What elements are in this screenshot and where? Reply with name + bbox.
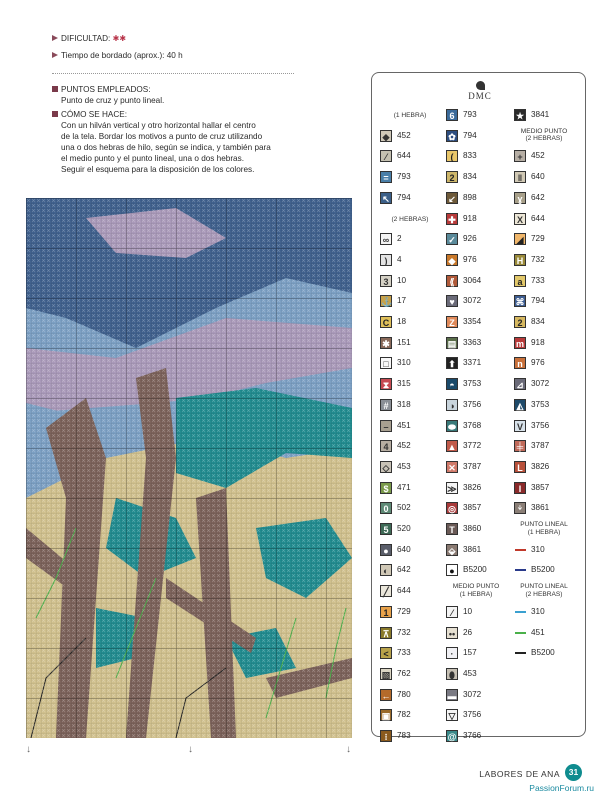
- legend-line-item: [514, 562, 578, 578]
- legend-item: [446, 231, 510, 247]
- legend-item: [380, 666, 444, 682]
- symbol-swatch-icon: Z: [446, 316, 458, 328]
- legend-item: [446, 645, 510, 661]
- legend-item: [514, 418, 578, 434]
- symbol-swatch-icon: 5: [380, 523, 392, 535]
- thread-code: 3756: [463, 710, 482, 720]
- legend-item: [514, 293, 578, 309]
- symbol-swatch-icon: ╪: [514, 440, 526, 452]
- symbol-swatch-icon: ●: [446, 564, 458, 576]
- symbol-swatch-icon: ⬬: [446, 420, 458, 432]
- arrow-down-icon: ↓: [346, 744, 351, 755]
- symbol-swatch-icon: H: [514, 254, 526, 266]
- symbol-swatch-icon: ✕: [446, 461, 458, 473]
- symbol-swatch-icon: ★: [515, 111, 525, 121]
- legend-item: [514, 500, 578, 516]
- instructions-line-4: el medio punto y el punto lineal, una o dos hebras.: [61, 154, 244, 163]
- legend-item: [446, 148, 510, 164]
- symbol-swatch-icon: ⟪: [446, 275, 458, 287]
- symbol-swatch-icon: ✚: [446, 213, 458, 225]
- symbol-swatch-icon: 2: [514, 316, 526, 328]
- watermark: PassionForum.ru: [529, 783, 594, 793]
- symbol-swatch-icon: ╱: [380, 585, 392, 597]
- dmc-logo: [452, 81, 508, 101]
- symbol-swatch-icon: ▬: [447, 690, 457, 701]
- thread-code: 452: [397, 130, 411, 140]
- thread-code: 794: [397, 192, 411, 202]
- legend-item: [446, 335, 510, 351]
- legend-item: [514, 438, 578, 454]
- legend-item: [446, 500, 510, 516]
- thread-code: 453: [397, 461, 411, 471]
- legend-line-item: [514, 604, 578, 620]
- symbol-swatch-icon: ⚓: [381, 297, 393, 308]
- thread-code: 3756: [463, 399, 482, 409]
- thread-code: 642: [397, 565, 411, 575]
- page-number: 31: [565, 764, 582, 781]
- legend-item: [380, 376, 444, 392]
- legend-item: [446, 211, 510, 227]
- difficulty-marker: [52, 35, 58, 41]
- legend-item: [514, 190, 578, 206]
- legend-item: [514, 459, 578, 475]
- legend-section-header: MEDIO PUNTO (2 HEBRAS): [520, 127, 568, 143]
- symbol-swatch-icon: ••: [446, 627, 458, 639]
- symbol-swatch-icon: ←: [381, 690, 391, 701]
- thread-code: 834: [463, 172, 477, 182]
- thread-code: 642: [531, 192, 545, 202]
- thread-code: 918: [531, 337, 545, 347]
- legend-item: [446, 521, 510, 537]
- legend-item: [514, 107, 578, 123]
- symbol-swatch-icon: I: [514, 482, 526, 494]
- legend-item: [446, 687, 510, 703]
- symbol-swatch-icon: ◇: [380, 461, 392, 473]
- legend-item: [380, 418, 444, 434]
- legend-item: [380, 397, 444, 413]
- thread-code: 732: [397, 627, 411, 637]
- legend-item: [514, 355, 578, 371]
- thread-code: 2: [397, 234, 402, 244]
- thread-code: 834: [531, 317, 545, 326]
- thread-code: 26: [463, 627, 473, 637]
- legend-item: [380, 128, 444, 144]
- legend-item: [380, 562, 444, 578]
- symbol-swatch-icon: ≫: [447, 483, 457, 494]
- thread-code: B5200: [531, 648, 555, 658]
- legend-item: [446, 169, 510, 185]
- legend-item: [446, 728, 510, 744]
- legend-section-header: (2 HEBRAS): [391, 215, 429, 223]
- symbol-swatch-icon: V: [514, 420, 526, 432]
- legend-item: [380, 293, 444, 309]
- symbol-swatch-icon: 2: [446, 171, 458, 183]
- symbol-swatch-icon: n: [514, 357, 526, 369]
- thread-code: 3857: [531, 482, 550, 492]
- time-marker: [52, 52, 58, 58]
- legend-section-header: MEDIO PUNTO (1 HEBRA): [452, 583, 500, 598]
- symbol-swatch-icon: ⁝: [380, 730, 392, 742]
- thread-code: 3753: [463, 379, 482, 389]
- como-heading: CÓMO SE HACE:: [61, 110, 127, 119]
- thread-code: 3766: [463, 731, 482, 740]
- horse-icon: [476, 81, 485, 90]
- thread-code: 3072: [463, 296, 482, 306]
- thread-code: 3072: [531, 379, 550, 389]
- thread-code: 3064: [463, 275, 482, 285]
- legend-item: [446, 459, 510, 475]
- thread-code: 732: [531, 254, 545, 264]
- symbol-swatch-icon: ⬙: [446, 544, 458, 556]
- symbol-swatch-icon: ◆: [380, 130, 392, 142]
- legend-item: [380, 252, 444, 268]
- legend-item: [446, 107, 510, 123]
- symbol-swatch-icon: X: [514, 213, 526, 225]
- thread-code: 3371: [463, 358, 482, 368]
- thread-line-swatch: [515, 611, 526, 613]
- legend-item: [514, 148, 578, 164]
- legend-item: [380, 314, 444, 330]
- symbol-swatch-icon: ◓: [446, 378, 458, 390]
- legend-item: [446, 418, 510, 434]
- thread-code: 151: [397, 337, 411, 347]
- thread-code: 4: [397, 254, 402, 264]
- thread-line-swatch: [515, 569, 526, 571]
- symbol-swatch-icon: (: [446, 150, 458, 162]
- thread-line-swatch: [515, 549, 526, 551]
- symbol-swatch-icon: ✓: [446, 233, 458, 245]
- legend-section-header: (1 HEBRA): [393, 112, 427, 119]
- symbol-swatch-icon: ✱: [380, 337, 392, 349]
- thread-code: 453: [463, 668, 477, 678]
- thread-code: 3826: [463, 482, 482, 492]
- thread-code: B5200: [463, 565, 487, 575]
- legend-line-item: [514, 625, 578, 641]
- symbol-swatch-icon: ▤: [447, 338, 457, 349]
- legend-item: [446, 190, 510, 206]
- symbol-swatch-icon: ⁄: [446, 606, 458, 618]
- symbol-swatch-icon: ᛎ: [514, 502, 526, 514]
- legend-item: [514, 335, 578, 351]
- thread-code: 3072: [463, 689, 482, 699]
- legend-item: [380, 645, 444, 661]
- legend-item: [446, 355, 510, 371]
- thread-code: 793: [397, 172, 411, 182]
- thread-code: 3841: [531, 110, 550, 119]
- symbol-swatch-icon: ɣ: [514, 192, 526, 204]
- symbol-swatch-icon: ♥: [446, 295, 458, 307]
- color-legend: [371, 72, 586, 742]
- instructions-line-5: Seguir el esquema para la disposición de los colores.: [61, 165, 255, 174]
- symbol-swatch-icon: 4: [380, 440, 392, 452]
- symbol-swatch-icon: C: [380, 316, 392, 328]
- legend-item: [446, 438, 510, 454]
- legend-item: [514, 231, 578, 247]
- legend-item: [380, 231, 444, 247]
- thread-code: 644: [397, 586, 411, 596]
- legend-item: [380, 583, 444, 599]
- thread-code: 3787: [463, 461, 482, 471]
- puntos-bullet: [52, 86, 58, 92]
- symbol-swatch-icon: ⬆: [446, 357, 458, 369]
- thread-code: 471: [397, 482, 411, 492]
- thread-code: 17: [397, 296, 407, 306]
- symbol-swatch-icon: ↙: [446, 192, 458, 204]
- thread-code: 3768: [463, 420, 482, 430]
- legend-item: [514, 314, 578, 330]
- symbol-swatch-icon: m: [515, 338, 524, 349]
- legend-item: [446, 273, 510, 289]
- symbol-swatch-icon: ●: [380, 544, 392, 556]
- legend-item: [380, 190, 444, 206]
- thread-code: 640: [531, 172, 545, 182]
- symbol-swatch-icon: ): [380, 254, 392, 266]
- symbol-swatch-icon: =: [380, 171, 392, 183]
- symbol-swatch-icon: a: [514, 275, 526, 287]
- thread-code: 10: [397, 275, 407, 285]
- arrow-down-icon: ↓: [26, 744, 31, 755]
- puntos-heading: PUNTOS EMPLEADOS:: [61, 85, 151, 94]
- thread-code: 762: [397, 668, 411, 678]
- symbol-swatch-icon: 3: [380, 275, 392, 287]
- legend-item: [446, 480, 510, 496]
- thread-code: 310: [531, 544, 545, 554]
- thread-code: 733: [531, 275, 545, 285]
- symbol-swatch-icon: 6: [446, 109, 458, 121]
- thread-code: 10: [463, 606, 473, 616]
- thread-code: 833: [463, 151, 477, 161]
- symbol-swatch-icon: ◐: [380, 564, 392, 576]
- thread-code: 729: [531, 234, 545, 244]
- legend-item: [446, 604, 510, 620]
- puntos-value: Punto de cruz y punto lineal.: [61, 96, 165, 105]
- thread-line-swatch: [515, 652, 526, 654]
- symbol-swatch-icon: ▽: [446, 709, 458, 721]
- legend-item: [446, 562, 510, 578]
- legend-item: [380, 521, 444, 537]
- legend-item: [514, 169, 578, 185]
- legend-item: [446, 666, 510, 682]
- pattern-grid: [26, 198, 352, 738]
- instructions-line-3: una o dos hebras de hilo, según se indica, y también para: [61, 143, 271, 152]
- thread-code: 3753: [531, 399, 550, 409]
- symbol-swatch-icon: ✿: [446, 130, 458, 142]
- thread-code: 794: [463, 130, 477, 140]
- symbol-swatch-icon: ⊿: [514, 378, 526, 390]
- symbol-swatch-icon: <: [380, 647, 392, 659]
- thread-code: 3363: [463, 337, 482, 347]
- symbol-swatch-icon: ◆: [446, 254, 458, 266]
- thread-code: 976: [531, 358, 545, 368]
- symbol-swatch-icon: ·: [446, 647, 458, 659]
- legend-item: [380, 459, 444, 475]
- thread-code: 918: [463, 213, 477, 223]
- symbol-swatch-icon: T: [446, 523, 458, 535]
- thread-code: 502: [397, 503, 411, 513]
- section-divider: [52, 73, 294, 74]
- thread-code: 793: [463, 110, 477, 119]
- symbol-swatch-icon: 0: [380, 502, 392, 514]
- thread-code: 318: [397, 399, 411, 409]
- legend-item: [380, 625, 444, 641]
- symbol-swatch-icon: ǁ: [514, 171, 526, 183]
- legend-item: [380, 480, 444, 496]
- legend-item: [446, 293, 510, 309]
- symbol-swatch-icon: L: [514, 461, 526, 473]
- thread-code: 640: [397, 544, 411, 554]
- legend-item: [380, 707, 444, 723]
- brand-name: DMC: [468, 91, 492, 101]
- difficulty-line: [61, 33, 126, 44]
- thread-code: 976: [463, 254, 477, 264]
- legend-item: [380, 687, 444, 703]
- thread-code: 729: [397, 606, 411, 616]
- thread-code: 3787: [531, 441, 550, 451]
- magazine-name: LABORES DE ANA: [479, 769, 560, 779]
- thread-code: 3857: [463, 503, 482, 513]
- thread-code: 451: [531, 627, 545, 637]
- thread-code: 310: [397, 358, 411, 368]
- difficulty-stars: ✱✱: [112, 34, 127, 43]
- symbol-swatch-icon: ◎: [446, 502, 458, 514]
- legend-item: [446, 397, 510, 413]
- symbol-swatch-icon: 1: [380, 606, 392, 618]
- thread-code: 18: [397, 317, 407, 326]
- legend-item: [446, 252, 510, 268]
- thread-code: 3826: [531, 461, 550, 471]
- legend-item: [514, 397, 578, 413]
- instructions-line-2: de la tela. Bordar los motivos a punto de cruz utilizando: [61, 132, 263, 141]
- embroidery-time: Tiempo de bordado (aprox.): 40 h: [61, 51, 183, 60]
- instructions-line-1: Con un hilván vertical y otro horizontal hallar el centro: [61, 121, 256, 130]
- symbol-swatch-icon: □: [380, 357, 392, 369]
- thread-code: 3861: [531, 503, 550, 513]
- symbol-swatch-icon: ⊼: [380, 627, 392, 639]
- legend-item: [446, 542, 510, 558]
- thread-code: 3354: [463, 317, 482, 326]
- thread-code: 452: [531, 151, 545, 161]
- thread-line-swatch: [515, 632, 526, 634]
- legend-item: [514, 211, 578, 227]
- legend-item: [380, 169, 444, 185]
- symbol-swatch-icon: ◑: [446, 399, 458, 411]
- thread-code: 157: [463, 648, 477, 658]
- thread-code: 3772: [463, 441, 482, 451]
- legend-line-item: [514, 645, 578, 661]
- symbol-swatch-icon: +: [514, 150, 526, 162]
- symbol-swatch-icon: #: [380, 399, 392, 411]
- symbol-swatch-icon: ⬮: [446, 668, 458, 680]
- symbol-swatch-icon: ▣: [381, 711, 391, 722]
- symbol-swatch-icon: @: [447, 732, 457, 742]
- thread-code: 733: [397, 648, 411, 658]
- thread-code: 644: [531, 213, 545, 223]
- legend-item: [446, 314, 510, 330]
- cross-stitch-pattern-chart: [26, 198, 352, 738]
- legend-item: [446, 376, 510, 392]
- legend-item: [514, 252, 578, 268]
- thread-code: 451: [397, 420, 411, 430]
- thread-code: B5200: [531, 565, 555, 575]
- legend-item: [380, 542, 444, 558]
- symbol-swatch-icon: $: [380, 482, 392, 494]
- thread-code: 452: [397, 441, 411, 451]
- legend-line-item: [514, 542, 578, 558]
- legend-item: [380, 604, 444, 620]
- legend-section-header: PUNTO LINEAL (1 HEBRA): [520, 521, 568, 536]
- legend-item: [380, 335, 444, 351]
- legend-item: [380, 148, 444, 164]
- thread-code: 3756: [531, 420, 550, 430]
- thread-code: 926: [463, 234, 477, 244]
- legend-item: [380, 438, 444, 454]
- thread-code: 644: [397, 151, 411, 161]
- thread-code: 3861: [463, 544, 482, 554]
- symbol-swatch-icon: ∞: [380, 233, 392, 245]
- legend-item: [446, 625, 510, 641]
- thread-code: 794: [531, 296, 545, 306]
- legend-item: [514, 480, 578, 496]
- thread-code: 315: [397, 379, 411, 389]
- symbol-swatch-icon: –: [380, 420, 392, 432]
- symbol-swatch-icon: ▧: [381, 669, 391, 680]
- legend-item: [380, 355, 444, 371]
- symbol-swatch-icon: ◭: [514, 399, 526, 411]
- symbol-swatch-icon: ⌘: [515, 297, 525, 308]
- symbol-swatch-icon: ◢: [514, 233, 526, 245]
- difficulty-label: DIFICULTAD:: [61, 34, 111, 43]
- legend-item: [380, 273, 444, 289]
- legend-item: [380, 728, 444, 744]
- thread-code: 782: [397, 710, 411, 720]
- thread-code: 520: [397, 524, 411, 533]
- symbol-swatch-icon: ⧗: [380, 378, 392, 390]
- legend-section-header: PUNTO LINEAL (2 HEBRAS): [520, 583, 568, 598]
- thread-code: 310: [531, 606, 545, 616]
- thread-code: 783: [397, 731, 411, 740]
- thread-code: 780: [397, 689, 411, 699]
- legend-item: [380, 500, 444, 516]
- symbol-swatch-icon: ↖: [380, 192, 392, 204]
- legend-item: [514, 273, 578, 289]
- legend-item: [514, 376, 578, 392]
- como-bullet: [52, 111, 58, 117]
- symbol-swatch-icon: ▲: [447, 442, 457, 453]
- legend-item: [446, 707, 510, 723]
- arrow-down-icon: ↓: [188, 744, 193, 755]
- symbol-swatch-icon: ⁄: [380, 150, 392, 162]
- thread-code: 898: [463, 192, 477, 202]
- thread-code: 3860: [463, 524, 482, 533]
- legend-item: [446, 128, 510, 144]
